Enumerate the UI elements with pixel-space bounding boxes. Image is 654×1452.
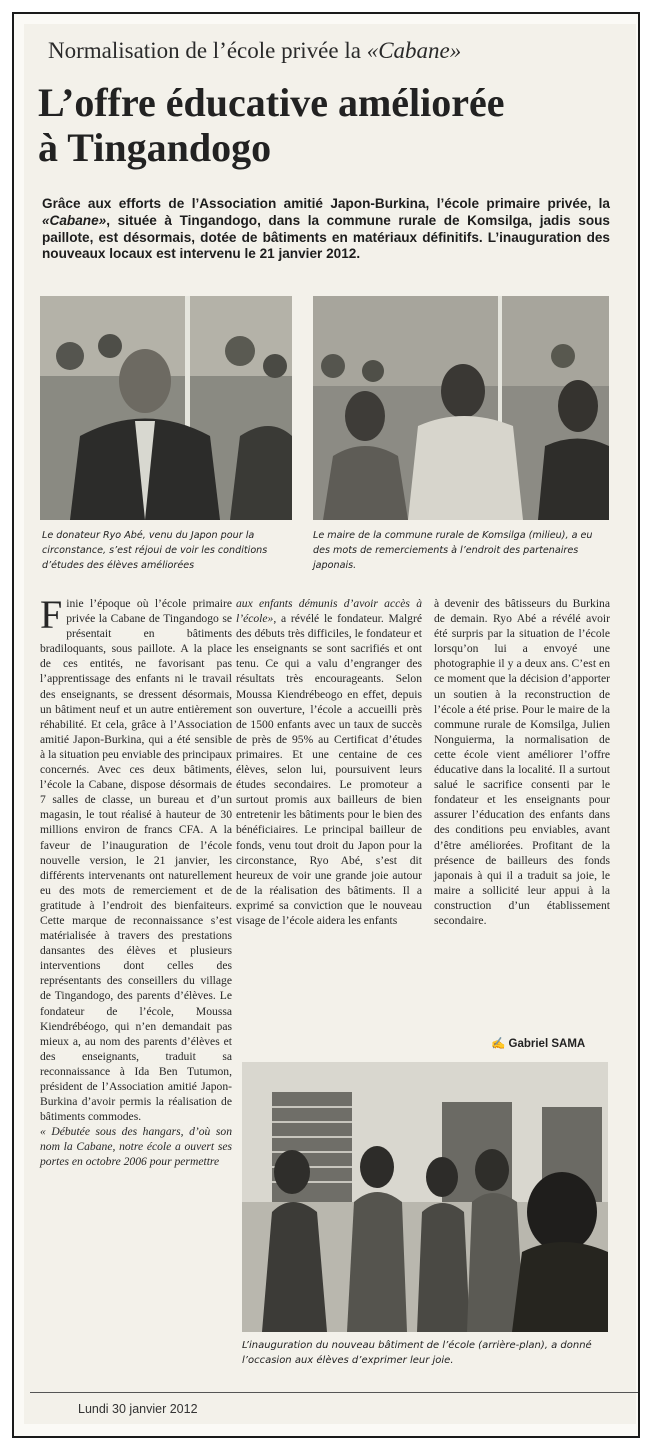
article-column-2: aux enfants démunis d’avoir accès à l’école», a révélé le fondateur. Malgré des débuts très difficiles, le fondateur et les enseignants se sont sacrifiés et ont tenu. Ce qui a valu d’engranger des résultats très encourageants. Selon Moussa Kiendrébeogo en effet, depuis son ouverture, l’école a accueilli près de 1500 enfants avec un taux de succès de près de 95% au Certificat d’études primaires. Et une centaine de ces élèves, selon lui, poursuivent leurs études secondaires. Le promoteur a surtout promis aux bailleurs de bien entretenir les bâtiments pour le bien des bénéficiaires. Le principal bailleur de fonds, venu tout droit du Japon pour la circonstance, Ryo Abé, s’est dit heureux de voir une grande joie autour de la réalisation des bâtiments. Il a exprimé sa conviction que le nouveau visage de l’école aidera les enfants	[236, 597, 422, 927]
article-lead: Grâce aux efforts de l’Association amitié Japon-Burkina, l’école primaire privée, la «Cabane», située à Tingandogo, dans la commune rurale de Komsilga, jadis sous paillote, est désormais, dotée de bâtiments en matériaux définitifs. L’inauguration des nouveaux locaux est intervenu le 21 janvier 2012.	[42, 196, 610, 262]
article-kicker: Normalisation de l’école privée la «Cabane»	[48, 38, 462, 63]
pen-icon: ✍	[491, 1038, 509, 1050]
issue-date: Lundi 30 janvier 2012	[78, 1402, 198, 1416]
footer-rule	[30, 1392, 638, 1393]
photo-donor	[40, 296, 292, 520]
caption-donor: Le donateur Ryo Abé, venu du Japon pour la circonstance, s’est réjoui de voir les conditions d’études des élèves améliorées	[42, 530, 268, 571]
photo-mayor	[313, 296, 609, 520]
caption-inauguration: L’inauguration du nouveau bâtiment de l’école (arrière-plan), a donné l’occasion aux élèves d’exprimer leur joie.	[242, 1340, 592, 1366]
article-author: ✍ Gabriel SAMA	[491, 1038, 586, 1050]
caption-mayor: Le maire de la commune rurale de Komsilga (milieu), a eu des mots de remerciements à l’endroit des partenaires japonais.	[313, 530, 593, 571]
article-column-3: à devenir des bâtisseurs du Burkina de demain. Ryo Abé a révélé avoir été surpris par la situation de l’école lorsqu’on lui a envoyé une photographie il y a deux ans. C’est en ce moment que la décision d’apporter un soutien à la reconstruction de l’école a été prise. Pour le maire de la commune rurale de Komsilga, Julien Nonguierma, la normalisation de cette école vient améliorer l’offre éducative dans la localité. Il a surtout salué le sacrifice consenti par le fondateur et les enseignants pour assurer l’éducation des enfants dans des conditions peu enviables, avant d’être améliorées. Profitant de la présence de bailleurs des fonds japonais à qui il a traduit sa joie, le maire a sollicité leur appui à la construction d’un établissement secondaire.	[434, 597, 610, 927]
article-headline: L’offre éducative améliorée à Tingandogo	[38, 80, 505, 170]
article-column-1: Finie l’époque où l’école primaire privée la Cabane de Tingandogo se présentait en bâtiments bradiloquants, sous paillote. A la place de ces entités, ne favorisant pas l’apprentissage des enfants ni le travail des enseignants, se dressent désormais, un bâtiment neuf et un autre entièrement réhabilité. Et cela, grâce à l’Association amitié Japon-Burkina, qui a été sensible à la situation peu enviable des principaux concernés. Avec ces deux bâtiments, l’école la Cabane, dispose désormais de 7 salles de classe, un bureau et d’un magasin, le tout réalisé à hauteur de 30 millions environ de francs CFA. A la faveur de l’inauguration de l’école nouvelle version, le 21 janvier, les différents intervenants ont naturellement eu des mots de remerciement et de gratitude à l’endroit des bienfaiteurs. Cette marque de reconnaissance s’est matérialisée à travers des prestations dansantes des élèves et plusieurs interventions dont celles des représentants des conseillers du village de Tingandogo, des parents d’élèves. Le fondateur de l’école, Moussa Kiendrébéogo, qui n’en demandait pas mieux a, au nom des parents d’élèves et des enseignants, traduit sa reconnaissance à Ida Ben Tutumon, président de l’Association amitié Japon-Burkina d’avoir permis la réalisation de bâtiments commodes. « Débutée sous des hangars, d’où son nom la Cabane, notre école a ouvert ses portes en octobre 2006 pour permettre	[40, 592, 232, 1169]
photo-inauguration	[242, 1062, 608, 1332]
